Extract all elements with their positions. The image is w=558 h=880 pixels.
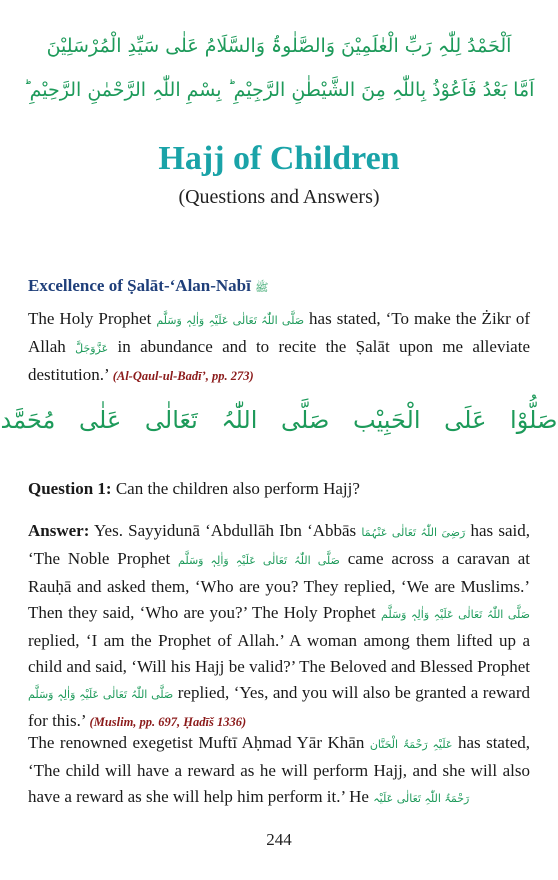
header-arabic-line-1: اَلْحَمْدُ لِلّٰہِ رَبِّ الْعٰلَمِیْنَ وَالصَّلٰوۃُ وَالسَّلَامُ عَلٰی سَیِّدِ الْمُرْسَلِیْنَ [46,35,512,57]
paragraph-exegetist [28,730,530,812]
question-1 [28,476,530,502]
honorific-allah: عَزَّوَجَلَّ [75,342,109,355]
answer-text-2: has said, ‘The Noble Prophet [28,521,530,568]
honorific-prophet: صَلَّی اللّٰہُ تَعَالٰی عَلَیْہِ وَاٰلِہٖ وَسَلَّم [28,688,174,701]
honorific-radiallah: رَضِیَ اللّٰہُ تَعَالٰی عَنْہُمَا [361,526,466,539]
reference-citation: (Al-Qaul-ul-Badī’, pp. 273) [112,369,254,383]
reference-citation: (Muslim, pp. 697, Ḥadīš 1336) [89,715,247,729]
para1-text-2: has stated, ‘To make the Żikr of Allah [28,309,530,356]
answer-text-4: replied, ‘I am the Prophet of Allah.’ A woman among them lifted up a child and said, ‘Will his Hajj be valid?’ The Beloved and Blessed Prophet [28,631,530,676]
para3-text-2: has stated, ‘The child will have a reward as he will perform Hajj, and she will also have a reward as she will help him perform it.’ He [28,733,530,806]
paragraph-excellence [28,306,530,389]
question-text: Can the children also perform Hajj? [111,479,360,498]
honorific-prophet: صَلَّی اللّٰہُ تَعَالٰی عَلَیْہِ وَاٰلِہٖ وَسَلَّم [381,608,530,621]
honorific-rahmatullah-hannan: عَلَیْہِ رَحْمَۃُ الْحَنَّان [369,738,453,751]
honorific-prophet: صَلَّی اللّٰہُ تَعَالٰی عَلَیْہِ وَاٰلِہٖ وَسَلَّم [156,314,305,327]
page-subtitle: (Questions and Answers) [178,186,380,208]
answer-1 [28,518,530,735]
page-number: 244 [266,830,292,849]
honorific-rahmatullah: رَحْمَۃُ اللّٰہِ تَعَالٰی عَلَیْہ [373,792,470,805]
para1-text-1: The Holy Prophet [28,309,157,328]
page-title: Hajj of Children [158,140,400,177]
durood-left: صَلُّوْا عَلَی الْحَبِیْب [353,406,558,434]
durood-line [0,402,558,438]
para1-text-3: in abundance and to recite the Ṣalāt upon me alleviate destitution.’ [28,337,530,384]
answer-label: Answer: [28,521,90,540]
section-heading [28,276,538,297]
answer-text-3: came across a caravan at Rauḥā and asked them, ‘Who are you? They replied, ‘We are Muslims.’ Then they said, ‘Who are you?’ The Holy Prophet [28,549,530,622]
honorific-prophet: صَلَّی اللّٰہُ تَعَالٰی عَلَیْہِ وَاٰلِہٖ وَسَلَّم [178,554,340,567]
section-heading-text: Excellence of Ṣalāt-‘Alan-Nabī [28,276,251,295]
answer-text-5: replied, ‘Yes, and you will also be granted a reward for this.’ [28,683,530,730]
honorific-glyph: ﷺ [255,281,269,294]
para3-text-1: The renowned exegetist Muftī Aḥmad Yār Khān [28,733,370,752]
durood-right: صَلَّی اللّٰہُ تَعَالٰی عَلٰی مُحَمَّد [0,406,330,434]
header-arabic-line-2: اَمَّا بَعْدُ فَاَعُوْذُ بِاللّٰہِ مِنَ الشَّیْطٰنِ الرَّجِیْمِ ؕ بِسْمِ اللّٰہِ الرَّحْمٰنِ الرَّحِیْمِ ؕ [23,79,535,101]
answer-text-1: Yes. Sayyidunā ‘Abdullāh Ibn ‘Abbās [89,521,362,540]
question-label: Question 1: [28,479,112,498]
